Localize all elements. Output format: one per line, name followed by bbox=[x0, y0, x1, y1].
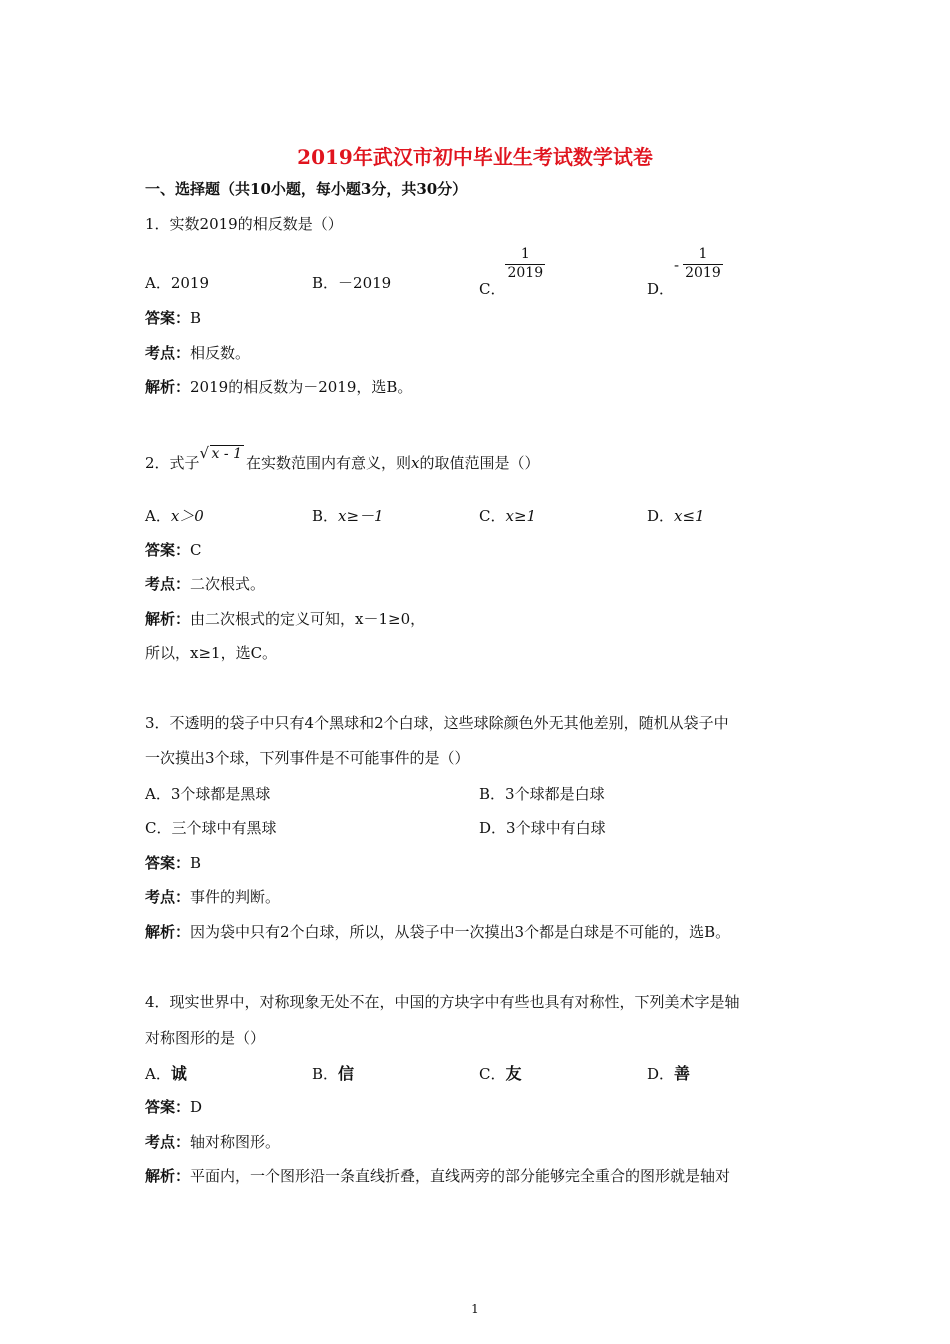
q2-option-b bbox=[312, 505, 384, 526]
option-label: D． bbox=[647, 1065, 675, 1083]
point-value: 事件的判断。 bbox=[190, 888, 281, 906]
q2-stem-variable: x bbox=[411, 454, 420, 472]
q1-option-c-fraction bbox=[505, 246, 545, 282]
q1-answer bbox=[145, 307, 201, 328]
sqrt-icon: √ bbox=[199, 444, 210, 462]
analysis-label: 解析： bbox=[145, 1167, 191, 1185]
q2-radicand: x - 1 bbox=[211, 446, 242, 462]
q4-option-c bbox=[479, 1061, 522, 1084]
option-label: C． bbox=[479, 507, 506, 525]
analysis-text: 2019的相反数为－2019，选B。 bbox=[190, 378, 413, 396]
option-expression: x＞0 bbox=[170, 507, 204, 525]
q1-option-c bbox=[479, 246, 545, 298]
q4-option-b bbox=[312, 1061, 354, 1084]
document-title: 2019年武汉市初中毕业生考试数学试卷 bbox=[297, 145, 653, 169]
point-label: 考点： bbox=[145, 1133, 191, 1151]
analysis-text: 由二次根式的定义可知，x－1≥0， bbox=[190, 610, 426, 628]
q4-analysis bbox=[145, 1165, 730, 1186]
answer-label: 答案： bbox=[145, 309, 191, 327]
q1-stem: 1．实数2019的相反数是（） bbox=[145, 215, 343, 233]
point-label: 考点： bbox=[145, 344, 191, 362]
answer-label: 答案： bbox=[145, 541, 191, 559]
q2-option-a bbox=[145, 505, 204, 526]
q1-option-d bbox=[647, 246, 723, 298]
q2-answer bbox=[145, 539, 202, 560]
q4-stem-line-2: 对称图形的是（） bbox=[145, 1029, 266, 1047]
q3-option-b: B．3个球都是白球 bbox=[479, 785, 605, 803]
q3-answer bbox=[145, 852, 201, 873]
q4-point bbox=[145, 1131, 280, 1152]
q3-stem-line-1: 3．不透明的袋子中只有4个黑球和2个白球，这些球除颜色外无其他差别，随机从袋子中 bbox=[145, 714, 729, 732]
point-label: 考点： bbox=[145, 888, 191, 906]
point-label: 考点： bbox=[145, 575, 191, 593]
option-character: 善 bbox=[674, 1064, 691, 1083]
option-label: B． bbox=[312, 1065, 339, 1083]
fraction-denominator: 2019 bbox=[685, 264, 721, 281]
option-label: C． bbox=[479, 1065, 506, 1083]
q2-stem-mid: 在实数范围内有意义，则 bbox=[245, 454, 411, 472]
fraction-numerator: 1 bbox=[698, 246, 708, 262]
option-expression: x≥－1 bbox=[338, 507, 384, 525]
q4-stem-line-1: 4．现实世界中，对称现象无处不在，中国的方块字中有些也具有对称性，下列美术字是轴 bbox=[145, 993, 740, 1011]
point-value: 二次根式。 bbox=[190, 575, 266, 593]
option-expression: x≥1 bbox=[505, 507, 537, 525]
analysis-label: 解析： bbox=[145, 923, 191, 941]
q2-option-d bbox=[647, 505, 705, 526]
page-number: 1 bbox=[471, 1302, 479, 1316]
q1-option-d-fraction bbox=[683, 246, 723, 282]
analysis-text: 因为袋中只有2个白球，所以，从袋子中一次摸出3个都是白球是不可能的，选B。 bbox=[190, 923, 731, 941]
q2-analysis-continued: 所以，x≥1，选C。 bbox=[145, 644, 278, 662]
option-character: 诚 bbox=[170, 1064, 187, 1083]
option-character: 友 bbox=[505, 1064, 522, 1083]
fraction-denominator: 2019 bbox=[507, 264, 544, 281]
answer-label: 答案： bbox=[145, 1098, 191, 1116]
q2-stem-suffix: 的取值范围是（） bbox=[419, 454, 540, 472]
answer-value: C bbox=[190, 541, 202, 559]
analysis-label: 解析： bbox=[145, 610, 191, 628]
q3-option-a: A．3个球都是黑球 bbox=[145, 785, 271, 803]
fraction-numerator: 1 bbox=[520, 246, 530, 262]
option-character: 信 bbox=[338, 1064, 355, 1083]
option-label: D． bbox=[647, 507, 675, 525]
q1-point bbox=[145, 342, 250, 363]
q2-sqrt-expression bbox=[200, 446, 244, 462]
option-label: A． bbox=[145, 1065, 171, 1083]
q1-option-a: A．2019 bbox=[145, 274, 210, 292]
answer-label: 答案： bbox=[145, 854, 191, 872]
answer-value: D bbox=[190, 1098, 203, 1116]
q1-option-c-label: C． bbox=[479, 280, 506, 298]
q1-option-d-label: D． bbox=[647, 280, 675, 298]
q1-option-b: B．－2019 bbox=[312, 274, 392, 292]
q1-analysis bbox=[145, 376, 412, 397]
q2-point bbox=[145, 573, 265, 594]
q3-analysis bbox=[145, 921, 730, 942]
option-label: A． bbox=[145, 507, 171, 525]
q3-stem-line-2: 一次摸出3个球，下列事件是不可能事件的是（） bbox=[145, 749, 470, 767]
q4-option-d bbox=[647, 1061, 690, 1084]
q3-point bbox=[145, 886, 280, 907]
q2-analysis bbox=[145, 608, 425, 629]
q2-stem bbox=[145, 444, 540, 473]
answer-value: B bbox=[190, 854, 202, 872]
q2-option-c bbox=[479, 505, 536, 526]
analysis-text: 平面内，一个图形沿一条直线折叠，直线两旁的部分能够完全重合的图形就是轴对 bbox=[190, 1167, 731, 1185]
q1-option-d-sign: - bbox=[674, 256, 680, 274]
point-value: 相反数。 bbox=[190, 344, 251, 362]
option-expression: x≤1 bbox=[674, 507, 705, 525]
q4-answer bbox=[145, 1096, 202, 1117]
section-heading: 一、选择题（共10小题，每小题3分，共30分） bbox=[145, 180, 468, 198]
q2-stem-prefix: 2．式子 bbox=[145, 454, 200, 472]
q3-option-d: D．3个球中有白球 bbox=[479, 819, 606, 837]
option-label: B． bbox=[312, 507, 339, 525]
q3-option-c: C．三个球中有黑球 bbox=[145, 819, 277, 837]
answer-value: B bbox=[190, 309, 202, 327]
point-value: 轴对称图形。 bbox=[190, 1133, 281, 1151]
analysis-label: 解析： bbox=[145, 378, 191, 396]
q4-option-a bbox=[145, 1061, 187, 1084]
